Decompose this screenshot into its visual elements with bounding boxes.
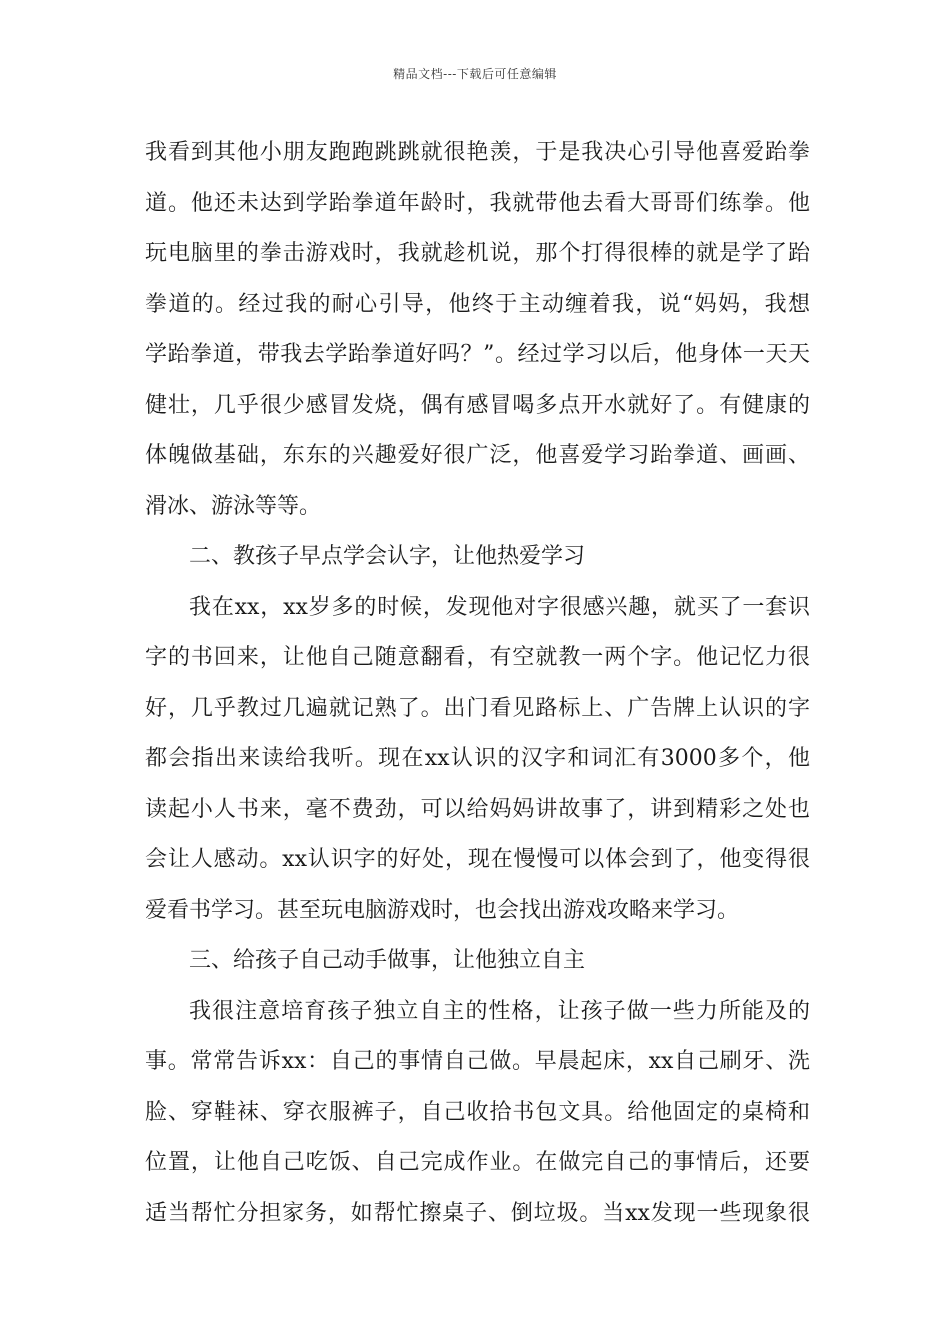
text-line: 我在xx，xx岁多的时候，发现他对字很感兴趣，就买了一套识: [189, 594, 810, 620]
text-line: 位置，让他自己吃饭、自己完成作业。在做完自己的事情后，还要: [145, 1150, 810, 1175]
text-line: 学跆拳道，带我去学跆拳道好吗？”。经过学习以后，他身体一天天: [145, 342, 810, 367]
text-line: 脸、穿鞋袜、穿衣服裤子，自己收拾书包文具。给他固定的桌椅和: [145, 1099, 810, 1125]
text-line: 字的书回来，让他自己随意翻看，有空就教一两个字。他记忆力很: [145, 645, 810, 670]
text-line: 好，几乎教过几遍就记熟了。出门看见路标上、广告牌上认识的字: [145, 695, 810, 721]
text-line: 体魄做基础，东东的兴趣爱好很广泛，他喜爱学习跆拳道、画画、: [145, 443, 810, 468]
text-line: 爱看书学习。甚至玩电脑游戏时，也会找出游戏攻略来学习。: [145, 897, 740, 923]
document-body: [145, 128, 810, 1239]
text-line: 玩电脑里的拳击游戏时，我就趁机说，那个打得很棒的就是学了跆: [145, 241, 810, 266]
text-line: 我看到其他小朋友跑跑跳跳就很艳羡，于是我决心引导他喜爱跆拳: [145, 140, 810, 165]
page-header: 精品文档---下载后可任意编辑: [393, 67, 557, 81]
text-line: 适当帮忙分担家务，如帮忙擦桌子、倒垃圾。当xx发现一些现象很: [145, 1200, 810, 1226]
section-heading: 二、教孩子早点学会认字，让他热爱学习: [189, 544, 586, 569]
text-line: 读起小人书来，毫不费劲，可以给妈妈讲故事了，讲到精彩之处也: [145, 796, 810, 822]
text-line: 会让人感动。xx认识字的好处，现在慢慢可以体会到了，他变得很: [145, 847, 810, 872]
text-line: 滑冰、游泳等等。: [145, 493, 322, 519]
text-line: 健壮，几乎很少感冒发烧，偶有感冒喝多点开水就好了。有健康的: [145, 392, 810, 418]
text-line: 拳道的。经过我的耐心引导，他终于主动缠着我，说“妈妈，我想: [145, 291, 810, 317]
text-line: 事。常常告诉xx：自己的事情自己做。早晨起床，xx自己刷牙、洗: [145, 1049, 810, 1074]
text-line: 都会指出来读给我听。现在xx认识的汉字和词汇有3000多个，他: [145, 746, 810, 771]
text-line: 道。他还未达到学跆拳道年龄时，我就带他去看大哥哥们练拳。他: [145, 190, 810, 216]
text-line: 我很注意培育孩子独立自主的性格，让孩子做一些力所能及的: [189, 998, 810, 1024]
section-heading: 三、给孩子自己动手做事，让他独立自主: [189, 948, 586, 973]
